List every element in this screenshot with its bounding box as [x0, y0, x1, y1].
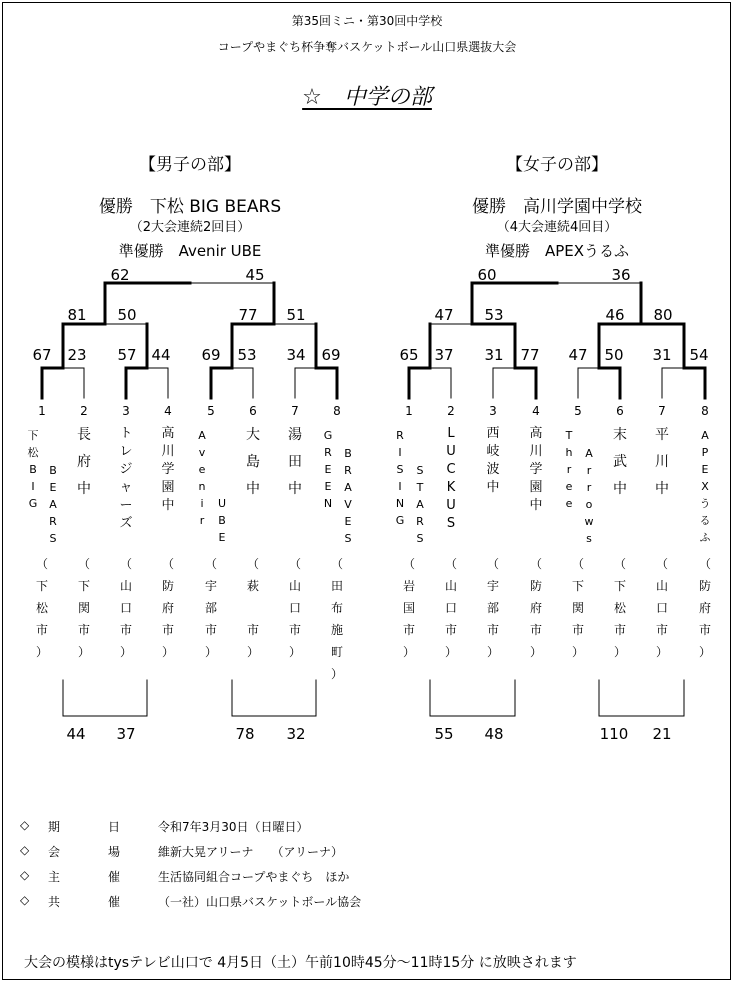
team-city-char: 関 [571, 601, 584, 615]
team-city-char: 松 [35, 601, 48, 615]
team-city [485, 553, 501, 663]
team-city-char: 防 [529, 579, 542, 593]
team-name-char: S [396, 463, 404, 476]
team-name-char: A [585, 447, 593, 460]
team-name-char: 岐 [486, 444, 500, 459]
team-name-char: 学 [161, 462, 175, 477]
team-city-char: 府 [698, 601, 711, 615]
team-city-char: （ [655, 557, 668, 571]
team-name-column [45, 462, 61, 547]
team-name-char: 松 [27, 446, 39, 459]
team-name-column [160, 425, 176, 515]
team-name-char: s [586, 532, 592, 545]
team-name-char: 中 [246, 481, 260, 497]
team-name-column [697, 427, 713, 546]
girls-r1-score: 37 [434, 346, 454, 364]
boys-r1-score: 69 [321, 346, 341, 364]
team-city-char: ） [444, 645, 457, 659]
team-city-char: 山 [444, 579, 457, 593]
team-name-char: R [416, 515, 424, 528]
girls-consolation-score: 21 [652, 725, 672, 743]
seed-number: 6 [616, 404, 624, 418]
team-name-char: U [217, 497, 227, 510]
team-name-char: 長 [77, 427, 91, 443]
team-name-char: S [416, 464, 424, 477]
team-name-column [612, 422, 628, 503]
team-name-char: ジ [119, 462, 133, 477]
team-city [329, 553, 345, 685]
team-name-char: G [395, 514, 405, 527]
team-name-char: 平 [655, 427, 669, 443]
girls-final-score-left: 60 [477, 266, 497, 284]
team-city-char: 市 [161, 623, 174, 637]
team-city [287, 553, 303, 663]
team-city [160, 553, 176, 663]
team-name-char: E [701, 463, 709, 476]
team-city-char: （ [119, 557, 132, 571]
team-name-char: h [565, 446, 573, 459]
boys-consolation-score: 44 [66, 725, 86, 743]
team-city-char: 山 [288, 579, 301, 593]
team-city-char: （ [402, 557, 415, 571]
team-city-char: 宇 [204, 579, 217, 593]
team-city-char: ） [330, 667, 343, 681]
team-city-char: 口 [119, 601, 132, 615]
team-city-char: ） [161, 645, 174, 659]
boys-r1-score: 67 [32, 346, 52, 364]
girls-semi-score: 53 [484, 306, 504, 324]
team-name-char: 高 [161, 426, 175, 441]
team-name-char: 中 [288, 481, 302, 497]
team-city-char: 防 [161, 579, 174, 593]
girls-r1-score: 47 [568, 346, 588, 364]
info-date-label: 期 日 [48, 820, 121, 834]
girls-consolation-score: 55 [434, 725, 454, 743]
team-name-char: v [198, 446, 206, 459]
team-city-char: ） [77, 645, 90, 659]
team-city-char: 府 [161, 601, 174, 615]
team-name-char: 中 [161, 498, 175, 513]
girls-consolation-score: 110 [599, 725, 629, 743]
team-city-char: ） [698, 645, 711, 659]
team-name-char: B [218, 514, 226, 527]
team-name-char: L [447, 426, 455, 441]
team-name-column [392, 427, 408, 529]
team-name-char: R [49, 515, 57, 528]
team-city-char: 市 [288, 623, 301, 637]
boys-champion-note: （2大会連続2回目） [129, 220, 251, 235]
team-name-column [194, 427, 210, 529]
team-name-char: G [323, 429, 333, 442]
team-name-char: 川 [529, 444, 543, 459]
team-name-char: r [566, 463, 572, 476]
team-city [654, 553, 670, 663]
team-name-char: e [565, 480, 573, 493]
team-name-column [528, 425, 544, 515]
team-name-char: E [49, 481, 57, 494]
team-name-char: B [49, 464, 57, 477]
team-name-column [214, 495, 230, 546]
team-city-char: 市 [444, 623, 457, 637]
seed-number: 7 [291, 404, 299, 418]
seed-number: 2 [447, 404, 455, 418]
team-name-char: I [31, 480, 35, 493]
info-cohost-mark: ◇ [20, 893, 30, 907]
team-name-char: E [218, 531, 226, 544]
team-name-char: う [699, 497, 711, 510]
girls-semi-score: 46 [605, 306, 625, 324]
team-name-char: ト [119, 426, 133, 441]
team-city-char: 部 [204, 601, 217, 615]
boys-r1-score: 44 [151, 346, 171, 364]
team-name-char: ャ [119, 480, 133, 495]
team-city-char: （ [613, 557, 626, 571]
team-name-char: E [324, 463, 332, 476]
team-name-char: E [344, 515, 352, 528]
team-city-char: 松 [613, 601, 626, 615]
girls-champion-note: （4大会連続4回目） [496, 220, 618, 235]
girls-semi-score: 47 [434, 306, 454, 324]
team-city-char: 部 [486, 601, 499, 615]
team-name-char: C [446, 462, 456, 477]
team-name-char: B [29, 463, 37, 476]
team-city-char: 萩 [246, 579, 259, 593]
team-city-char: 布 [330, 601, 343, 615]
team-name-char: 園 [529, 480, 543, 495]
team-city-char: 市 [613, 623, 626, 637]
team-city-char: 市 [529, 623, 542, 637]
boys-r1-score: 23 [67, 346, 87, 364]
team-name-char: 川 [161, 444, 175, 459]
team-city-char: 施 [330, 623, 343, 637]
team-city-char: ） [486, 645, 499, 659]
team-city-char: 口 [655, 601, 668, 615]
team-name-char: T [565, 429, 573, 442]
girls-r1-score: 31 [652, 346, 672, 364]
team-city [245, 553, 261, 663]
team-city-char: ） [571, 645, 584, 659]
team-name-char: w [584, 515, 594, 528]
team-name-column [76, 422, 92, 503]
team-name-char: S [416, 532, 424, 545]
team-name-char: 府 [77, 454, 91, 470]
team-name-char: I [398, 480, 402, 493]
team-name-char: X [701, 480, 709, 493]
team-city-char: 市 [571, 623, 584, 637]
boys-consolation-score: 32 [286, 725, 306, 743]
boys-r1-score: 53 [237, 346, 257, 364]
broadcast-notice: 大会の模様はtysテレビ山口で 4月5日（土）午前10時45分～11時15分 に放映されます [24, 955, 577, 971]
team-name-char: B [344, 447, 352, 460]
team-name-column [561, 427, 577, 512]
team-name-char: 園 [161, 480, 175, 495]
team-name-char: 西 [486, 426, 500, 441]
info-organizer-label: 主 催 [48, 870, 121, 884]
boys-r1-score: 69 [201, 346, 221, 364]
team-city-char: 市 [698, 623, 711, 637]
team-city-char: （ [444, 557, 457, 571]
info-organizer-value: 生活協同組合コープやまぐち ほか [158, 870, 350, 884]
seed-number: 5 [574, 404, 582, 418]
team-city-char: 町 [330, 645, 343, 659]
team-city-char: ） [204, 645, 217, 659]
team-city-char: （ [698, 557, 711, 571]
team-name-char: 武 [613, 454, 627, 470]
team-city-char: 山 [655, 579, 668, 593]
team-name-column [25, 427, 41, 512]
team-city [612, 553, 628, 663]
team-city-char: 口 [444, 601, 457, 615]
team-name-char: 川 [655, 454, 669, 470]
seed-number: 1 [405, 404, 413, 418]
team-name-char: r [586, 481, 592, 494]
team-name-char: o [585, 498, 593, 511]
info-date-value: 令和7年3月30日（日曜日） [158, 820, 309, 834]
seed-number: 6 [249, 404, 257, 418]
team-city-char: 市 [402, 623, 415, 637]
team-city-char: 市 [77, 623, 90, 637]
team-city-char: 関 [77, 601, 90, 615]
team-city-char: （ [330, 557, 343, 571]
team-city-char: ） [655, 645, 668, 659]
seed-number: 5 [207, 404, 215, 418]
team-city [443, 553, 459, 663]
team-name-char: A [701, 429, 709, 442]
team-city [34, 553, 50, 663]
team-name-char: 中 [77, 481, 91, 497]
team-name-column [654, 422, 670, 503]
event-edition: 第35回ミニ・第30回中学校 [291, 14, 443, 28]
team-name-char: 波 [486, 462, 500, 477]
boys-consolation-score: 37 [116, 725, 136, 743]
team-city-char: （ [246, 557, 259, 571]
team-name-column [118, 425, 134, 533]
team-name-column [485, 425, 501, 497]
info-cohost-value: （一社）山口県バスケットボール協会 [158, 895, 362, 909]
team-city-char: （ [288, 557, 301, 571]
team-city [401, 553, 417, 663]
team-city-char: （ [571, 557, 584, 571]
girls-r1-score: 31 [484, 346, 504, 364]
team-name-char: 湯 [288, 427, 302, 443]
team-city-char: ） [119, 645, 132, 659]
team-name-char: R [344, 464, 352, 477]
team-name-char: S [446, 516, 456, 531]
team-city-char: 下 [35, 579, 48, 593]
team-city-char: （ [35, 557, 48, 571]
team-city-char: （ [486, 557, 499, 571]
team-name-column [412, 462, 428, 547]
team-city-char: ） [288, 645, 301, 659]
info-date-mark: ◇ [20, 818, 30, 832]
info-venue-label: 会 場 [48, 845, 121, 859]
team-name-char: 島 [246, 454, 260, 470]
team-city [528, 553, 544, 663]
team-name-char: K [446, 480, 456, 495]
team-city-char: 山 [119, 579, 132, 593]
team-city-char: 田 [330, 579, 343, 593]
girls-r1-score: 77 [520, 346, 540, 364]
boys-champion: 優勝 下松 BIG BEARS [98, 197, 282, 217]
seed-number: 3 [122, 404, 130, 418]
seed-number: 2 [80, 404, 88, 418]
team-city-char: 府 [529, 601, 542, 615]
event-title: コープやまぐち杯争奪バスケットボール山口県選抜大会 [217, 40, 517, 54]
team-city-char: （ [77, 557, 90, 571]
seed-number: 8 [701, 404, 709, 418]
girls-r1-score: 50 [604, 346, 624, 364]
team-city-char: 市 [35, 623, 48, 637]
team-name-char: n [198, 480, 206, 493]
team-city-char: ） [402, 645, 415, 659]
team-name-char: 大 [246, 427, 260, 443]
team-name-char: A [198, 429, 206, 442]
team-name-char: ふ [699, 531, 711, 544]
team-name-column [581, 445, 597, 547]
team-name-char: e [565, 497, 573, 510]
team-name-column [245, 422, 261, 503]
team-name-column [443, 425, 459, 533]
girls-heading: 【女子の部】 [506, 155, 608, 175]
team-city [203, 553, 219, 663]
team-name-column [320, 427, 336, 512]
team-city [76, 553, 92, 663]
team-city-char: 下 [77, 579, 90, 593]
info-venue-mark: ◇ [20, 843, 30, 857]
girls-semi-score: 80 [653, 306, 673, 324]
team-name-column [340, 445, 356, 547]
team-name-char: 下 [27, 429, 39, 442]
boys-semi-score: 77 [238, 306, 258, 324]
team-city [118, 553, 134, 663]
team-name-char: 中 [613, 481, 627, 497]
team-name-char: ー [119, 498, 133, 513]
boys-runner-up: 準優勝 Avenir UBE [118, 242, 262, 260]
team-name-char: S [49, 532, 57, 545]
team-city-char: ） [35, 645, 48, 659]
team-name-char: U [446, 498, 456, 513]
team-name-char: R [396, 429, 404, 442]
team-name-char: I [398, 446, 402, 459]
team-name-char: r [199, 514, 205, 527]
seed-number: 4 [532, 404, 540, 418]
team-city-char: 市 [204, 623, 217, 637]
girls-r1-score: 65 [399, 346, 419, 364]
boys-final-score-right: 45 [245, 266, 265, 284]
team-name-char: レ [119, 444, 133, 459]
team-city-char: ） [613, 645, 626, 659]
boys-final-score-left: 62 [110, 266, 130, 284]
team-city-char: 国 [402, 601, 415, 615]
boys-consolation-score: 78 [235, 725, 255, 743]
team-city-char: （ [529, 557, 542, 571]
boys-r1-score: 34 [286, 346, 306, 364]
team-name-char: A [416, 498, 424, 511]
team-name-char: 中 [655, 481, 669, 497]
girls-r1-score: 54 [689, 346, 709, 364]
girls-consolation-score: 48 [484, 725, 504, 743]
seed-number: 3 [489, 404, 497, 418]
team-name-char: r [586, 464, 592, 477]
girls-final-score-right: 36 [611, 266, 631, 284]
team-name-char: ズ [119, 516, 133, 531]
team-name-char: 学 [529, 462, 543, 477]
team-name-char: 中 [529, 498, 543, 513]
team-city-char: 下 [571, 579, 584, 593]
boys-semi-score: 51 [286, 306, 306, 324]
team-name-char: i [200, 497, 204, 510]
team-name-char: 高 [529, 426, 543, 441]
team-name-char: 田 [288, 454, 302, 470]
team-city-char: 下 [613, 579, 626, 593]
team-name-char: P [701, 446, 709, 459]
seed-number: 4 [164, 404, 172, 418]
team-city-char: 岩 [402, 579, 415, 593]
team-name-char: T [416, 481, 424, 494]
team-city-char: ） [246, 645, 259, 659]
girls-runner-up: 準優勝 APEXうるふ [484, 242, 630, 260]
team-name-char: U [446, 444, 456, 459]
team-city [570, 553, 586, 663]
info-cohost-label: 共 催 [48, 895, 121, 909]
team-city-char: （ [161, 557, 174, 571]
seed-number: 7 [658, 404, 666, 418]
team-name-column [287, 422, 303, 503]
seed-number: 1 [38, 404, 46, 418]
team-name-char: R [324, 446, 332, 459]
team-name-char: G [28, 497, 38, 510]
team-name-char: N [323, 497, 333, 510]
team-city-char: ） [529, 645, 542, 659]
team-city-char: 市 [119, 623, 132, 637]
team-name-char: A [344, 481, 352, 494]
team-name-char: E [324, 480, 332, 493]
info-organizer-mark: ◇ [20, 868, 30, 882]
team-city-char: 口 [288, 601, 301, 615]
boys-semi-score: 81 [67, 306, 87, 324]
team-name-char: N [395, 497, 405, 510]
team-city-char: （ [204, 557, 217, 571]
info-venue-value: 維新大晃アリーナ （アリーナ） [158, 845, 344, 859]
page-title: ☆ 中学の部 [302, 85, 432, 110]
team-name-char: e [198, 463, 206, 476]
boys-semi-score: 50 [117, 306, 137, 324]
team-name-char: 末 [613, 427, 627, 443]
team-city-char: 宇 [486, 579, 499, 593]
team-city-char: 市 [655, 623, 668, 637]
team-city-char: 市 [246, 623, 259, 637]
team-name-char: A [49, 498, 57, 511]
team-name-char: V [344, 498, 352, 511]
team-name-char: る [699, 514, 711, 527]
boys-heading: 【男子の部】 [139, 155, 241, 175]
team-city [697, 553, 713, 663]
girls-champion: 優勝 高川学園中学校 [472, 197, 642, 217]
team-name-char: 中 [486, 480, 500, 495]
boys-r1-score: 57 [117, 346, 137, 364]
team-city-char: 市 [486, 623, 499, 637]
seed-number: 8 [333, 404, 341, 418]
team-city-char: 防 [698, 579, 711, 593]
team-name-char: S [344, 532, 352, 545]
